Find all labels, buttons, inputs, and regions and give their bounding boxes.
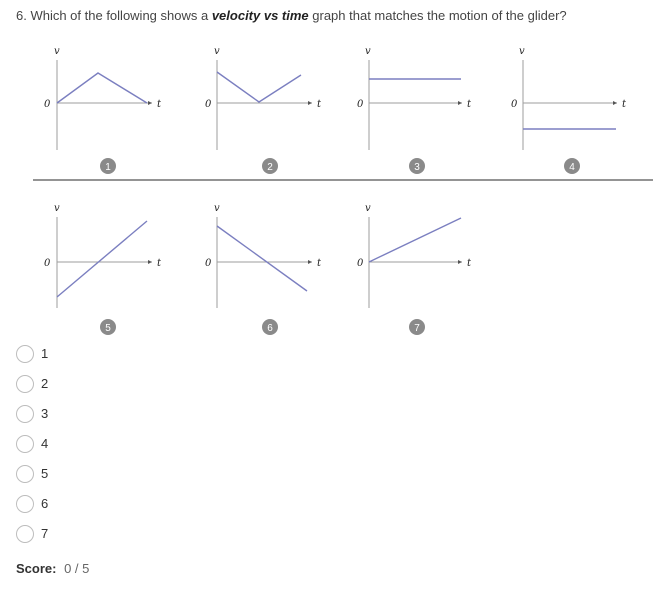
option-7-radio[interactable] bbox=[16, 525, 34, 543]
option-4-label[interactable]: 4 bbox=[41, 436, 49, 451]
graph-7-badge-text: 7 bbox=[414, 323, 420, 334]
graph-5-plot-line bbox=[57, 221, 147, 297]
question-prefix: 6. Which of the following shows a bbox=[16, 8, 212, 23]
graph-1 bbox=[44, 46, 162, 174]
option-7-label[interactable]: 7 bbox=[41, 526, 49, 541]
option-4-radio[interactable] bbox=[16, 435, 34, 453]
graph-2-origin-label: 0 bbox=[205, 99, 212, 110]
option-2-radio[interactable] bbox=[16, 375, 34, 393]
graph-4-origin-label: 0 bbox=[511, 99, 518, 110]
option-5-label[interactable]: 5 bbox=[41, 466, 49, 481]
graph-5-badge-text: 5 bbox=[105, 323, 111, 334]
score-value: 0 / 5 bbox=[64, 561, 90, 576]
graph-3-origin-label: 0 bbox=[357, 99, 364, 110]
graph-2-v-label: v bbox=[214, 46, 220, 57]
option-6-label[interactable]: 6 bbox=[41, 496, 49, 511]
option-1-label[interactable]: 1 bbox=[41, 346, 49, 361]
graph-3-badge-text: 3 bbox=[414, 162, 420, 173]
graph-2-badge-text: 2 bbox=[267, 162, 273, 173]
score-label: Score: bbox=[16, 561, 57, 576]
option-2-label[interactable]: 2 bbox=[41, 376, 49, 391]
option-3-label[interactable]: 3 bbox=[41, 406, 49, 421]
graph-4-badge-text: 4 bbox=[569, 162, 575, 173]
graph-5-v-label: v bbox=[54, 203, 60, 214]
graph-1-v-label: v bbox=[54, 46, 60, 57]
graph-2 bbox=[205, 46, 322, 174]
graph-1-t-label: t bbox=[157, 99, 162, 110]
graph-4 bbox=[511, 46, 627, 174]
graph-5-origin-label: 0 bbox=[44, 258, 51, 269]
graph-1-origin-label: 0 bbox=[44, 99, 51, 110]
question-suffix: graph that matches the motion of the glider? bbox=[308, 8, 567, 23]
graph-6-origin-label: 0 bbox=[205, 258, 212, 269]
graph-6 bbox=[205, 203, 322, 335]
graph-2-t-label: t bbox=[317, 99, 322, 110]
graph-6-t-label: t bbox=[317, 258, 322, 269]
graph-7-origin-label: 0 bbox=[357, 258, 364, 269]
graph-6-badge-text: 6 bbox=[267, 323, 273, 334]
option-6-radio[interactable] bbox=[16, 495, 34, 513]
option-1-radio[interactable] bbox=[16, 345, 34, 363]
graph-7 bbox=[357, 203, 472, 335]
question-emphasis: velocity vs time bbox=[211, 8, 309, 23]
graph-1-badge-text: 1 bbox=[105, 162, 111, 173]
graph-3 bbox=[357, 46, 472, 174]
graph-2-plot-line bbox=[217, 72, 301, 102]
graph-6-plot-line bbox=[217, 226, 307, 291]
graph-5 bbox=[44, 203, 162, 335]
option-3-radio[interactable] bbox=[16, 405, 34, 423]
graph-6-v-label: v bbox=[214, 203, 220, 214]
graph-5-t-label: t bbox=[157, 258, 162, 269]
graph-3-t-label: t bbox=[467, 99, 472, 110]
graph-7-t-label: t bbox=[467, 258, 472, 269]
graph-7-v-label: v bbox=[365, 203, 371, 214]
option-5-radio[interactable] bbox=[16, 465, 34, 483]
graph-7-plot-line bbox=[369, 218, 461, 262]
graph-4-v-label: v bbox=[519, 46, 525, 57]
graph-1-plot-line bbox=[57, 73, 147, 103]
graph-4-t-label: t bbox=[622, 99, 627, 110]
score-display bbox=[16, 561, 89, 576]
graph-3-v-label: v bbox=[365, 46, 371, 57]
